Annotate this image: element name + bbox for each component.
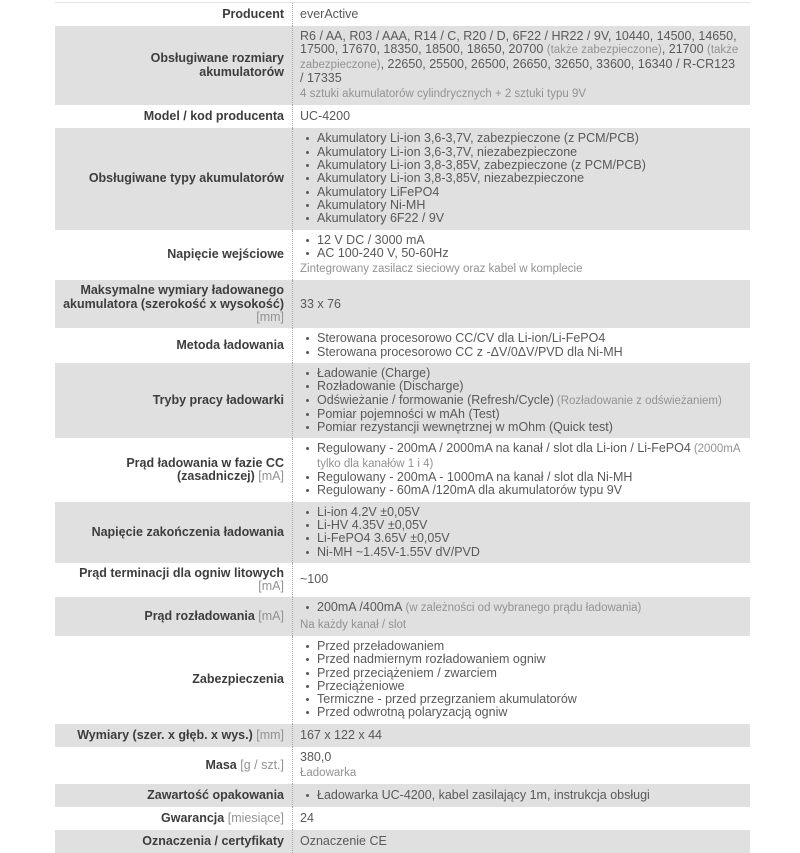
bullet-text: Regulowany - 200mA / 2000mA na kanał / slot dla Li-ion / Li-FePO4 bbox=[317, 441, 691, 456]
spec-label-cell bbox=[55, 597, 293, 636]
spec-row bbox=[55, 724, 750, 747]
bullet-item bbox=[300, 367, 740, 380]
spec-label-unit: [mA] bbox=[258, 469, 284, 484]
bullet-item bbox=[300, 506, 740, 519]
value-text bbox=[300, 298, 740, 311]
bullet-text: Odświeżanie / formowanie (Refresh/Cycle) bbox=[317, 392, 554, 407]
bullet-icon bbox=[306, 645, 309, 648]
bullet-list bbox=[300, 640, 740, 720]
bullet-icon bbox=[306, 191, 309, 194]
spec-row bbox=[55, 636, 750, 724]
bullet-item bbox=[300, 408, 740, 421]
value-segment: , 21700 bbox=[661, 42, 708, 57]
spec-label-cell bbox=[55, 830, 293, 853]
bullet-text: Sterowana procesorowo CC/CV dla Li-ion/Li-FePO4 bbox=[317, 331, 606, 346]
spec-label-unit: [mA] bbox=[258, 579, 284, 594]
spec-value-cell bbox=[293, 563, 750, 598]
bullet-text: Rozładowanie (Discharge) bbox=[317, 379, 464, 394]
spec-label-line bbox=[63, 52, 284, 79]
spec-label-line bbox=[63, 729, 284, 742]
spec-value-cell bbox=[293, 636, 750, 724]
value-text bbox=[300, 812, 740, 825]
spec-label-line bbox=[63, 284, 284, 324]
spec-label-cell bbox=[55, 636, 293, 724]
value-segment: 167 x 122 x 44 bbox=[300, 727, 383, 742]
spec-label-line bbox=[63, 394, 284, 407]
spec-label-line bbox=[63, 610, 284, 623]
bullet-list bbox=[300, 601, 740, 615]
bullet-icon bbox=[306, 658, 309, 661]
spec-row bbox=[55, 280, 750, 328]
bullet-item bbox=[300, 706, 740, 719]
bullet-item bbox=[300, 789, 740, 802]
spec-value-cell bbox=[293, 747, 750, 785]
spec-row bbox=[55, 105, 750, 128]
value-text bbox=[300, 729, 740, 742]
spec-row bbox=[55, 502, 750, 563]
spec-label: Tryby pracy ładowarki bbox=[152, 393, 284, 408]
spec-label-cell bbox=[55, 563, 293, 598]
spec-label-cell bbox=[55, 328, 293, 363]
bullet-item bbox=[300, 234, 740, 247]
bullet-item bbox=[300, 199, 740, 212]
value-segment: 24 bbox=[300, 811, 314, 826]
bullet-icon bbox=[306, 413, 309, 416]
spec-label: Prąd terminacji dla ogniw litowych bbox=[79, 565, 284, 580]
bullet-item bbox=[300, 146, 740, 159]
bullet-list bbox=[300, 234, 740, 261]
spec-label-line bbox=[63, 789, 284, 802]
bullet-text: Akumulatory Li-ion 3,8-3,85V, niezabezpieczone bbox=[317, 171, 585, 186]
spec-value-cell bbox=[293, 830, 750, 853]
bullet-item bbox=[300, 546, 740, 559]
spec-label: Prąd rozładowania bbox=[144, 609, 255, 624]
bullet-item bbox=[300, 332, 740, 345]
value-segment-muted: (także zabezpieczone) bbox=[546, 44, 662, 57]
bullet-icon bbox=[306, 204, 309, 207]
bullet-item bbox=[300, 159, 740, 172]
bullet-list bbox=[300, 132, 740, 225]
spec-label-cell bbox=[55, 3, 293, 26]
spec-value-cell bbox=[293, 328, 750, 363]
spec-label-unit: [mA] bbox=[258, 609, 284, 624]
bullet-text: Ładowanie (Charge) bbox=[317, 365, 431, 380]
bullet-text: 200mA /400mA bbox=[317, 600, 403, 615]
bullet-list bbox=[300, 506, 740, 559]
bullet-text: Ładowarka UC-4200, kabel zasilający 1m, instrukcja obsługi bbox=[317, 788, 650, 803]
spec-label-line bbox=[63, 835, 284, 848]
bullet-icon bbox=[306, 489, 309, 492]
spec-label-cell bbox=[55, 26, 293, 105]
bullet-text: Akumulatory Li-ion 3,6-3,7V, niezabezpieczone bbox=[317, 144, 578, 159]
bullet-item bbox=[300, 442, 740, 471]
bullet-text: Akumulatory Li-ion 3,8-3,85V, zabezpieczone (z PCM/PCB) bbox=[317, 158, 646, 173]
spec-label-unit: [g / szt.] bbox=[240, 757, 284, 772]
spec-label-cell bbox=[55, 502, 293, 563]
bullet-icon bbox=[306, 476, 309, 479]
spec-row bbox=[55, 438, 750, 501]
spec-label: Producent bbox=[222, 6, 284, 21]
value-text bbox=[300, 751, 740, 764]
spec-label: Zawartość opakowania bbox=[147, 788, 284, 803]
value-text bbox=[300, 8, 740, 21]
bullet-text: Przed przeciążeniem / zwarciem bbox=[317, 665, 497, 680]
spec-label-line bbox=[63, 759, 284, 772]
bullet-icon bbox=[306, 164, 309, 167]
spec-value-cell bbox=[293, 784, 750, 807]
spec-row bbox=[55, 363, 750, 438]
spec-label-cell bbox=[55, 807, 293, 830]
spec-label-line bbox=[63, 339, 284, 352]
bullet-text: Regulowany - 200mA - 1000mA na kanał / slot dla Ni-MH bbox=[317, 470, 633, 485]
value-segment: 380,0 bbox=[300, 749, 332, 764]
spec-row bbox=[55, 830, 750, 853]
bullet-text: Przeciążeniowe bbox=[317, 678, 405, 693]
bullet-text: Li-ion 4.2V ±0,05V bbox=[317, 504, 420, 519]
bullet-item bbox=[300, 693, 740, 706]
spec-value-cell bbox=[293, 105, 750, 128]
bullet-text: Sterowana procesorowo CC z -ΔV/0ΔV/PVD dla Ni-MH bbox=[317, 344, 623, 359]
bullet-text: Pomiar rezystancji wewnętrznej w mOhm (Quick test) bbox=[317, 420, 613, 435]
spec-label-unit: [mm] bbox=[256, 727, 284, 742]
spec-value-cell bbox=[293, 128, 750, 229]
bullet-icon bbox=[306, 511, 309, 514]
bullet-icon bbox=[306, 351, 309, 354]
spec-label-unit: [mm] bbox=[256, 310, 284, 325]
spec-row bbox=[55, 784, 750, 807]
value-text bbox=[300, 573, 740, 586]
bullet-icon bbox=[306, 551, 309, 554]
value-text bbox=[300, 30, 740, 85]
value-segment: , 22650, 25500, 26500, 26650, 32650, 33600, 16340 / R-CR123 / 17335 bbox=[300, 56, 736, 85]
bullet-item bbox=[300, 640, 740, 653]
spec-row bbox=[55, 747, 750, 785]
spec-value-cell bbox=[293, 438, 750, 501]
value-segment: UC-4200 bbox=[300, 109, 351, 124]
bullet-list bbox=[300, 367, 740, 434]
bullet-icon bbox=[306, 537, 309, 540]
spec-label-cell bbox=[55, 105, 293, 128]
spec-value-cell bbox=[293, 3, 750, 26]
spec-label: Masa bbox=[205, 757, 237, 772]
bullet-item bbox=[300, 471, 740, 484]
bullet-text: Akumulatory 6F22 / 9V bbox=[317, 211, 445, 226]
spec-value-cell bbox=[293, 724, 750, 747]
spec-label-cell bbox=[55, 280, 293, 328]
spec-row bbox=[55, 597, 750, 636]
bullet-icon bbox=[306, 385, 309, 388]
spec-label: Wymiary (szer. x głęb. x wys.) bbox=[77, 727, 253, 742]
spec-value-cell bbox=[293, 26, 750, 105]
value-segment: Oznaczenie CE bbox=[300, 834, 387, 849]
bullet-text: Termiczne - przed przegrzaniem akumulatorów bbox=[317, 692, 577, 707]
spec-label: Gwarancja bbox=[161, 811, 225, 826]
bullet-item bbox=[300, 667, 740, 680]
spec-value-cell bbox=[293, 230, 750, 281]
bullet-text: Regulowany - 60mA /120mA dla akumulatorów typu 9V bbox=[317, 483, 623, 498]
bullet-text: Przed nadmiernym rozładowaniem ogniw bbox=[317, 652, 546, 667]
bullet-item bbox=[300, 421, 740, 434]
bullet-item bbox=[300, 186, 740, 199]
bullet-icon bbox=[306, 524, 309, 527]
bullet-item bbox=[300, 519, 740, 532]
bullet-item bbox=[300, 132, 740, 145]
bullet-text: 12 V DC / 3000 mA bbox=[317, 232, 425, 247]
bullet-text: Pomiar pojemności w mAh (Test) bbox=[317, 406, 500, 421]
value-note: Ładowarka bbox=[300, 767, 357, 780]
spec-value-cell bbox=[293, 280, 750, 328]
bullet-note: (Rozładowanie z odświeżaniem) bbox=[556, 394, 722, 407]
spec-value-cell bbox=[293, 597, 750, 636]
bullet-text: AC 100-240 V, 50-60Hz bbox=[317, 245, 449, 260]
value-text bbox=[300, 835, 740, 848]
bullet-icon bbox=[306, 372, 309, 375]
bullet-item bbox=[300, 380, 740, 393]
spec-label: Maksymalne wymiary ładowanego akumulatora (szerokość x wysokość) bbox=[63, 283, 284, 311]
bullet-list bbox=[300, 789, 740, 802]
bullet-text: Przed odwrotną polaryzacją ogniw bbox=[317, 705, 508, 720]
bullet-icon bbox=[306, 217, 309, 220]
spec-label-line bbox=[63, 457, 284, 484]
bullet-icon bbox=[306, 239, 309, 242]
spec-row bbox=[55, 128, 750, 229]
spec-row bbox=[55, 807, 750, 830]
bullet-item bbox=[300, 212, 740, 225]
bullet-text: Akumulatory Ni-MH bbox=[317, 197, 426, 212]
value-note: Na każdy kanał / slot bbox=[300, 618, 407, 631]
spec-row bbox=[55, 563, 750, 598]
bullet-icon bbox=[306, 399, 309, 402]
value-note: 4 sztuki akumulatorów cylindrycznych + 2 sztuki typu 9V bbox=[300, 88, 587, 101]
spec-label-line bbox=[63, 567, 284, 594]
bullet-icon bbox=[306, 606, 309, 609]
bullet-icon bbox=[306, 711, 309, 714]
bullet-item bbox=[300, 653, 740, 666]
bullet-icon bbox=[306, 426, 309, 429]
bullet-icon bbox=[306, 151, 309, 154]
bullet-item bbox=[300, 172, 740, 185]
spec-row bbox=[55, 3, 750, 26]
bullet-note: (2000mA tylko dla kanałów 1 i 4) bbox=[317, 443, 740, 470]
bullet-list bbox=[300, 442, 740, 497]
value-segment: everActive bbox=[300, 6, 359, 21]
bullet-text: Ni-MH ~1.45V-1.55V dV/PVD bbox=[317, 544, 480, 559]
spec-table bbox=[55, 2, 750, 853]
bullet-list bbox=[300, 332, 740, 359]
spec-label-cell bbox=[55, 784, 293, 807]
bullet-text: Akumulatory Li-ion 3,6-3,7V, zabezpieczone (z PCM/PCB) bbox=[317, 131, 639, 146]
spec-label: Oznaczenia / certyfikaty bbox=[142, 834, 284, 849]
spec-label-unit: [miesiące] bbox=[227, 811, 284, 826]
value-segment: ~100 bbox=[300, 572, 329, 587]
spec-label: Napięcie zakończenia ładowania bbox=[91, 524, 284, 539]
spec-label-cell bbox=[55, 363, 293, 438]
bullet-text: Akumulatory LiFePO4 bbox=[317, 184, 440, 199]
spec-value-cell bbox=[293, 502, 750, 563]
spec-label-line bbox=[63, 812, 284, 825]
spec-label-cell bbox=[55, 724, 293, 747]
value-note: Zintegrowany zasilacz sieciowy oraz kabel w komplecie bbox=[300, 263, 583, 276]
bullet-icon bbox=[306, 447, 309, 450]
bullet-icon bbox=[306, 137, 309, 140]
product-spec-page bbox=[0, 2, 800, 849]
bullet-icon bbox=[306, 177, 309, 180]
bullet-item bbox=[300, 680, 740, 693]
spec-label-cell bbox=[55, 230, 293, 281]
spec-row bbox=[55, 26, 750, 105]
bullet-item bbox=[300, 601, 740, 615]
bullet-text: Przed przeładowaniem bbox=[317, 638, 445, 653]
spec-label-cell bbox=[55, 128, 293, 229]
value-text bbox=[300, 110, 740, 123]
bullet-icon bbox=[306, 672, 309, 675]
bullet-icon bbox=[306, 337, 309, 340]
spec-label: Napięcie wejściowe bbox=[167, 247, 284, 262]
bullet-icon bbox=[306, 794, 309, 797]
spec-value-cell bbox=[293, 807, 750, 830]
spec-label-line bbox=[63, 172, 284, 185]
bullet-icon bbox=[306, 252, 309, 255]
bullet-note: (w zależności od wybranego prądu ładowania) bbox=[405, 602, 642, 615]
spec-row bbox=[55, 230, 750, 281]
bullet-text: Li-HV 4.35V ±0,05V bbox=[317, 517, 428, 532]
spec-label: Obsługiwane typy akumulatorów bbox=[88, 171, 284, 186]
bullet-item bbox=[300, 394, 740, 408]
spec-label: Obsługiwane rozmiary akumulatorów bbox=[150, 51, 284, 79]
spec-label-cell bbox=[55, 438, 293, 501]
spec-label-line bbox=[63, 526, 284, 539]
value-segment: R6 / AA, R03 / AAA, R14 / C, R20 / D, 6F22 / HR22 / 9V, 10440, 14500, 14650, 17500, 17670, 18350, 18500, 18650, 20700 bbox=[300, 29, 737, 57]
spec-label-line bbox=[63, 248, 284, 261]
bullet-item bbox=[300, 532, 740, 545]
spec-value-cell bbox=[293, 363, 750, 438]
spec-label-cell bbox=[55, 747, 293, 785]
value-segment: 33 x 76 bbox=[300, 296, 342, 311]
spec-label-line bbox=[63, 673, 284, 686]
bullet-item bbox=[300, 247, 740, 260]
spec-label-line bbox=[63, 8, 284, 21]
bullet-icon bbox=[306, 698, 309, 701]
bullet-item bbox=[300, 346, 740, 359]
spec-label: Prąd ładowania w fazie CC (zasadniczej) bbox=[126, 455, 284, 484]
bullet-icon bbox=[306, 685, 309, 688]
spec-row bbox=[55, 328, 750, 363]
value-segment-muted: (także zabezpieczone) bbox=[300, 44, 739, 71]
bullet-item bbox=[300, 484, 740, 497]
spec-label-line bbox=[63, 110, 284, 123]
spec-label: Zabezpieczenia bbox=[192, 672, 284, 687]
bullet-text: Li-FePO4 3.65V ±0,05V bbox=[317, 531, 450, 546]
spec-label: Model / kod producenta bbox=[143, 109, 284, 124]
spec-label: Metoda ładowania bbox=[176, 337, 284, 352]
